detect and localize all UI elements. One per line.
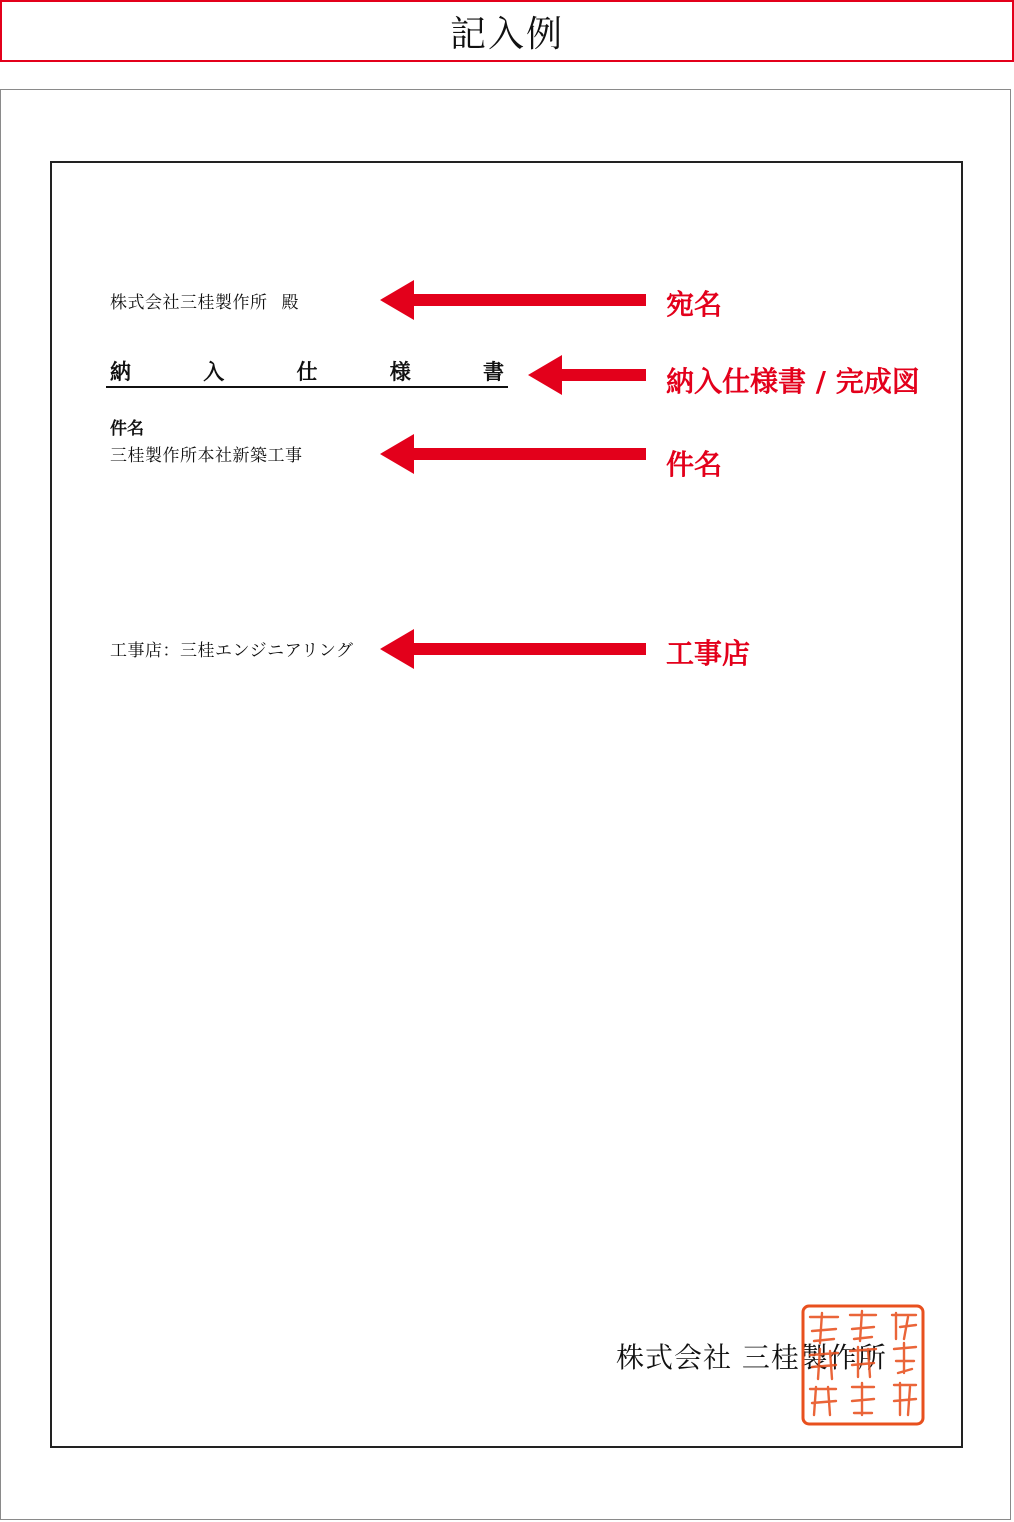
company-seal-icon xyxy=(800,1303,926,1427)
header-title: 記入例 xyxy=(449,13,564,55)
contractor: 工事店：三桂エンジニアリング xyxy=(110,641,354,661)
callout-contractor: 工事店 xyxy=(666,637,751,670)
document-title-char: 納 xyxy=(110,360,131,384)
arrow-subject-icon xyxy=(380,434,646,474)
document-title-char: 様 xyxy=(389,360,411,384)
document-title-char: 書 xyxy=(483,360,504,384)
subject-label: 件名 xyxy=(110,419,144,439)
addressee-honorific: 殿 xyxy=(281,293,299,313)
callout-title: 納入仕様書 / 完成図 xyxy=(666,365,920,398)
document-title-char: 入 xyxy=(203,360,225,384)
document-title-char: 仕 xyxy=(296,360,318,384)
arrow-addressee-icon xyxy=(380,280,646,320)
company-name: 株式会社 三桂製作所 xyxy=(616,1341,887,1374)
addressee-name: 株式会社三桂製作所 xyxy=(110,293,268,313)
arrow-title-icon xyxy=(528,355,646,395)
callout-subject: 件名 xyxy=(666,448,723,481)
callout-addressee: 宛名 xyxy=(666,288,723,321)
header-banner xyxy=(0,0,1014,62)
addressee xyxy=(110,288,299,313)
document-title xyxy=(106,356,508,388)
document-sheet xyxy=(50,161,963,1448)
arrow-contractor-icon xyxy=(380,629,646,669)
subject-value: 三桂製作所本社新築工事 xyxy=(110,446,303,466)
